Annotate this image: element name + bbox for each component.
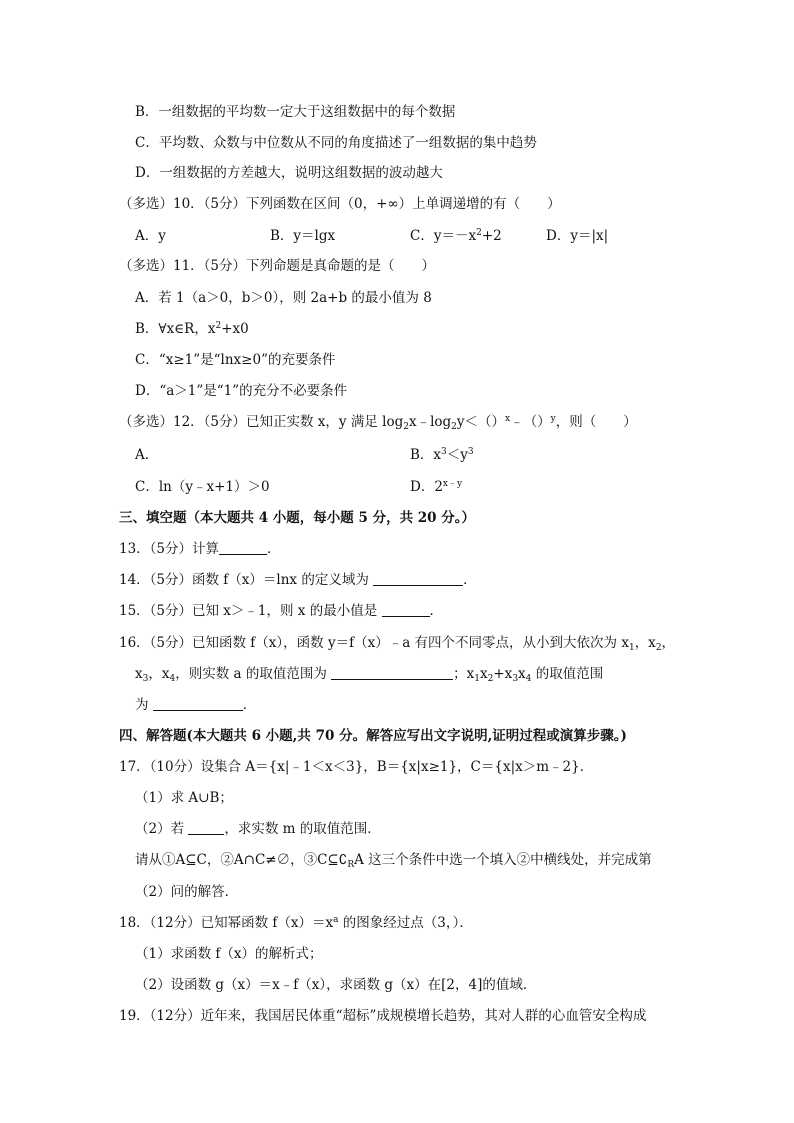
q16-sub-3: 3 [142, 674, 149, 684]
q13 [119, 540, 281, 558]
q12-stem-sup1: x [505, 414, 511, 424]
section-3-heading: 三、填空题（本大题共 4 小题，每小题 5 分，共 20 分。） [119, 510, 476, 526]
q12-option-a: A． [135, 447, 159, 463]
q18-part-1: （1）求函数 f（x）的解析式； [135, 946, 323, 962]
q9-option-c: C．平均数、众数与中位数从不同的角度描述了一组数据的集中趋势 [135, 135, 537, 151]
q17-note-text: 请从①A⊆C，②A∩C≠∅，③C⊆∁ [135, 852, 348, 868]
q13-end: ． [267, 541, 281, 557]
q10-option-c [410, 227, 502, 245]
q19-stem: 19．（12分）近年来，我国居民体重“超标”成规模增长趋势，其对人群的心血管安全构成 [119, 1008, 647, 1024]
q17-part-2-text: （2）若 [135, 821, 189, 837]
q18-stem-text: 18．（12分）已知幂函数 f（x）＝x [119, 915, 334, 931]
q17-part-2 [135, 820, 381, 838]
q10-option-a: A．y [135, 228, 166, 244]
q16-line1 [119, 634, 675, 652]
q14-answer-blank[interactable] [373, 571, 463, 586]
q12-stem-sub1: 2 [403, 422, 409, 432]
q11-option-b-exp: 2 [215, 321, 222, 331]
q12-stem-b: x﹣log [408, 414, 452, 430]
q9-option-b: B．一组数据的平均数一定大于这组数据中的每个数据 [135, 104, 456, 120]
q16-line1-mid: ，x [634, 635, 656, 651]
q10-option-c-exp: 2 [476, 228, 482, 238]
q12-option-b-exp1: 3 [441, 447, 447, 457]
q18-stem-tail: 的图象经过点（3，）． [338, 915, 473, 931]
q12-stem-sup2: y [550, 414, 556, 424]
q11-option-b-text: B．∀x∈R，x [135, 321, 216, 337]
q17-note-2: （2）问的解答． [135, 884, 239, 900]
q13-answer-blank[interactable] [219, 540, 267, 555]
q16-line3-end: ． [242, 697, 257, 713]
q15-end: ． [429, 603, 443, 619]
q16-expr-b: x [480, 666, 488, 682]
q16-x4: ，x [148, 666, 170, 682]
q16-expr-sub1: 1 [474, 674, 481, 684]
q17-condition-blank[interactable] [188, 820, 224, 835]
q16-answer-blank-1[interactable] [331, 665, 453, 680]
q18-stem-exp: a [333, 915, 339, 925]
q16-line3 [135, 696, 256, 714]
q16-sub-1: 1 [628, 643, 635, 653]
q17-note [135, 851, 652, 869]
q16-sub-2: 2 [655, 643, 662, 653]
q11-stem: （多选）11．（5分）下列命题是真命题的是（ ） [119, 258, 436, 274]
q12-stem-e: ，则（ ） [555, 414, 637, 430]
q15-answer-blank[interactable] [382, 602, 430, 617]
q12-option-c: C．ln（y﹣x+1）＞0 [135, 479, 270, 495]
q12-option-b-mid: ＜y [446, 447, 468, 463]
q10-option-c-tail: +2 [481, 228, 502, 244]
q18-part-2: （2）设函数 g（x）＝x﹣f（x），求函数 g（x）在[2，4]的值域． [135, 977, 537, 993]
q12-option-d-exp: x﹣y [442, 479, 463, 489]
q11-option-d: D．“a＞1”是“1”的充分不必要条件 [135, 383, 348, 399]
q11-option-b-tail: +x0 [221, 321, 249, 337]
q16-sub-4: 4 [169, 674, 176, 684]
q10-option-b: B．y＝lgx [270, 228, 336, 244]
section-4-heading: 四、解答题(本大题共 6 小题,共 70 分。解答应写出文字说明,证明过程或演算步骤。) [119, 728, 627, 744]
q12-option-b [410, 446, 474, 464]
q17-stem: 17．（10分）设集合 A＝{x|﹣1＜x＜3}，B＝{x|x≥1}，C＝{x|x＞m﹣2}． [119, 759, 594, 775]
q10-stem: （多选）10．（5分）下列函数在区间（0，+∞）上单调递增的有（ ） [119, 196, 561, 212]
q12-stem-c: y＜（） [456, 414, 506, 430]
q11-option-b [135, 320, 249, 338]
q16-expr-sub4: 4 [525, 674, 532, 684]
q15-text: 15．（5分）已知 x＞﹣1，则 x 的最小值是 [119, 603, 382, 619]
q16-line2-end: 的取值范围 [531, 666, 604, 682]
q14-text: 14．（5分）函数 f（x）＝lnx 的定义域为 [119, 572, 374, 588]
q16-x3: x [135, 666, 143, 682]
q16-line1-text: 16．（5分）已知函数 f（x），函数 y＝f（x）﹣a 有四个不同零点，从小到大依次为 x [119, 635, 629, 651]
q13-text: 13．（5分）计算 [119, 541, 220, 557]
q12-stem [119, 413, 637, 431]
q16-answer-blank-2[interactable] [153, 696, 243, 711]
q17-part-2-end: ，求实数 m 的取值范围． [224, 821, 381, 837]
q11-option-c: C．“x≥1”是“lnx≥0”的充要条件 [135, 352, 336, 368]
q14-end: ． [463, 572, 477, 588]
q16-line3-text: 为 [135, 697, 153, 713]
q16-expr-d: x [518, 666, 526, 682]
q16-expr-a: ；x [453, 666, 475, 682]
q16-line2-text: ，则实数 a 的取值范围为 [175, 666, 332, 682]
q16-expr-sub2: 2 [487, 674, 494, 684]
q12-option-b-text: B．x [410, 447, 442, 463]
q12-stem-d: ﹣（） [510, 414, 551, 430]
q12-option-b-exp2: 3 [467, 447, 474, 457]
q17-note-sub: R [347, 860, 355, 870]
q16-line1-end: ， [661, 635, 676, 651]
q14 [119, 571, 477, 589]
q12-stem-a: （多选）12．（5分）已知正实数 x，y 满足 log [119, 414, 404, 430]
q15 [119, 602, 443, 620]
q17-note-tail: A 这三个条件中选一个填入②中横线处，并完成第 [354, 852, 652, 868]
q11-option-a: A．若 1（a＞0，b＞0），则 2a+b 的最小值为 8 [135, 290, 432, 306]
q18-stem [119, 914, 473, 932]
q12-stem-sub2: 2 [451, 422, 457, 432]
q9-option-d: D．一组数据的方差越大，说明这组数据的波动越大 [135, 165, 443, 181]
q16-expr-c: +x [493, 666, 513, 682]
q16-expr-sub3: 3 [512, 674, 519, 684]
q10-option-d: D．y＝|x| [546, 228, 609, 244]
q12-option-d-text: D．2 [410, 479, 443, 495]
q16-line2 [135, 665, 603, 683]
q12-option-d [410, 478, 462, 496]
q10-option-c-text: C．y＝－x [410, 228, 477, 244]
q17-part-1: （1）求 A∪B； [135, 790, 233, 806]
